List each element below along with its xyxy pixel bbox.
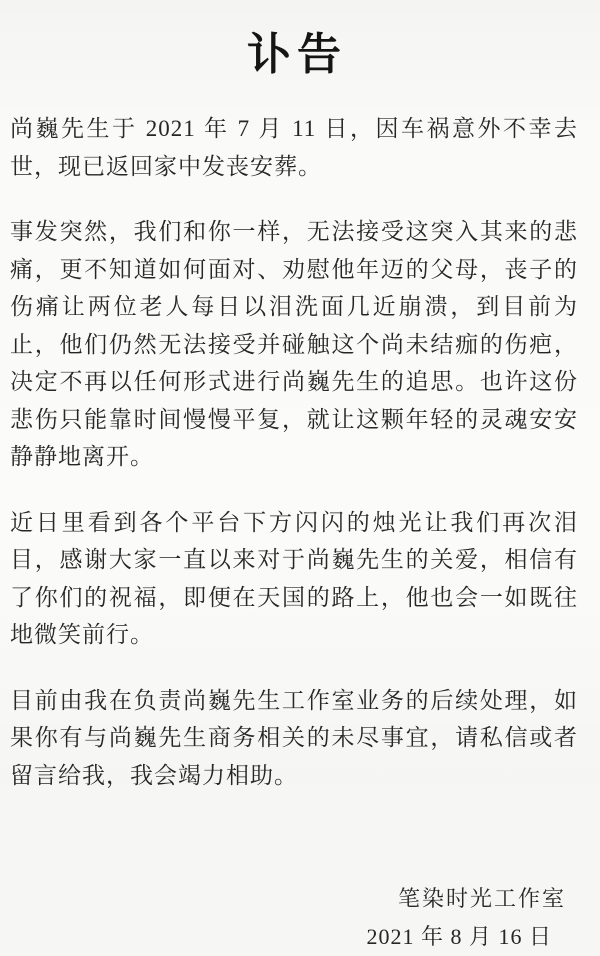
paragraph-death-notice: 尚巍先生于 2021 年 7 月 11 日，因车祸意外不幸去世，现已返回家中发丧安葬。	[10, 116, 578, 179]
signature-date: 2021 年 8 月 16 日	[366, 924, 552, 949]
signature-studio-name: 笔染时光工作室	[397, 886, 566, 911]
document-body	[10, 110, 578, 794]
document-title: 讣告	[247, 30, 347, 79]
paragraph-family-grief: 事发突然，我们和你一样，无法接受这突入其来的悲痛，更不知道如何面对、劝慰他年迈的父母，丧子的伤痛让两位老人每日以泪洗面几近崩溃，到目前为止，他们仍然无法接受并碰触这个尚未结痂的伤疤，决定不再以任何形式进行尚巍先生的追思。也许这份悲伤只能靠时间慢慢平复，就让这颗年轻的灵魂安安静静地离开。	[10, 219, 578, 469]
paragraph-business-matters: 目前由我在负责尚巍先生工作室业务的后续处理，如果你有与尚巍先生商务相关的未尽事宜，请私信或者留言给我，我会竭力相助。	[10, 687, 578, 788]
signature-block	[10, 880, 578, 956]
paragraph-thanks: 近日里看到各个平台下方闪闪的烛光让我们再次泪目，感谢大家一直以来对于尚巍先生的关爱，相信有了你们的祝福，即便在天国的路上，他也会一如既往地微笑前行。	[10, 509, 578, 647]
